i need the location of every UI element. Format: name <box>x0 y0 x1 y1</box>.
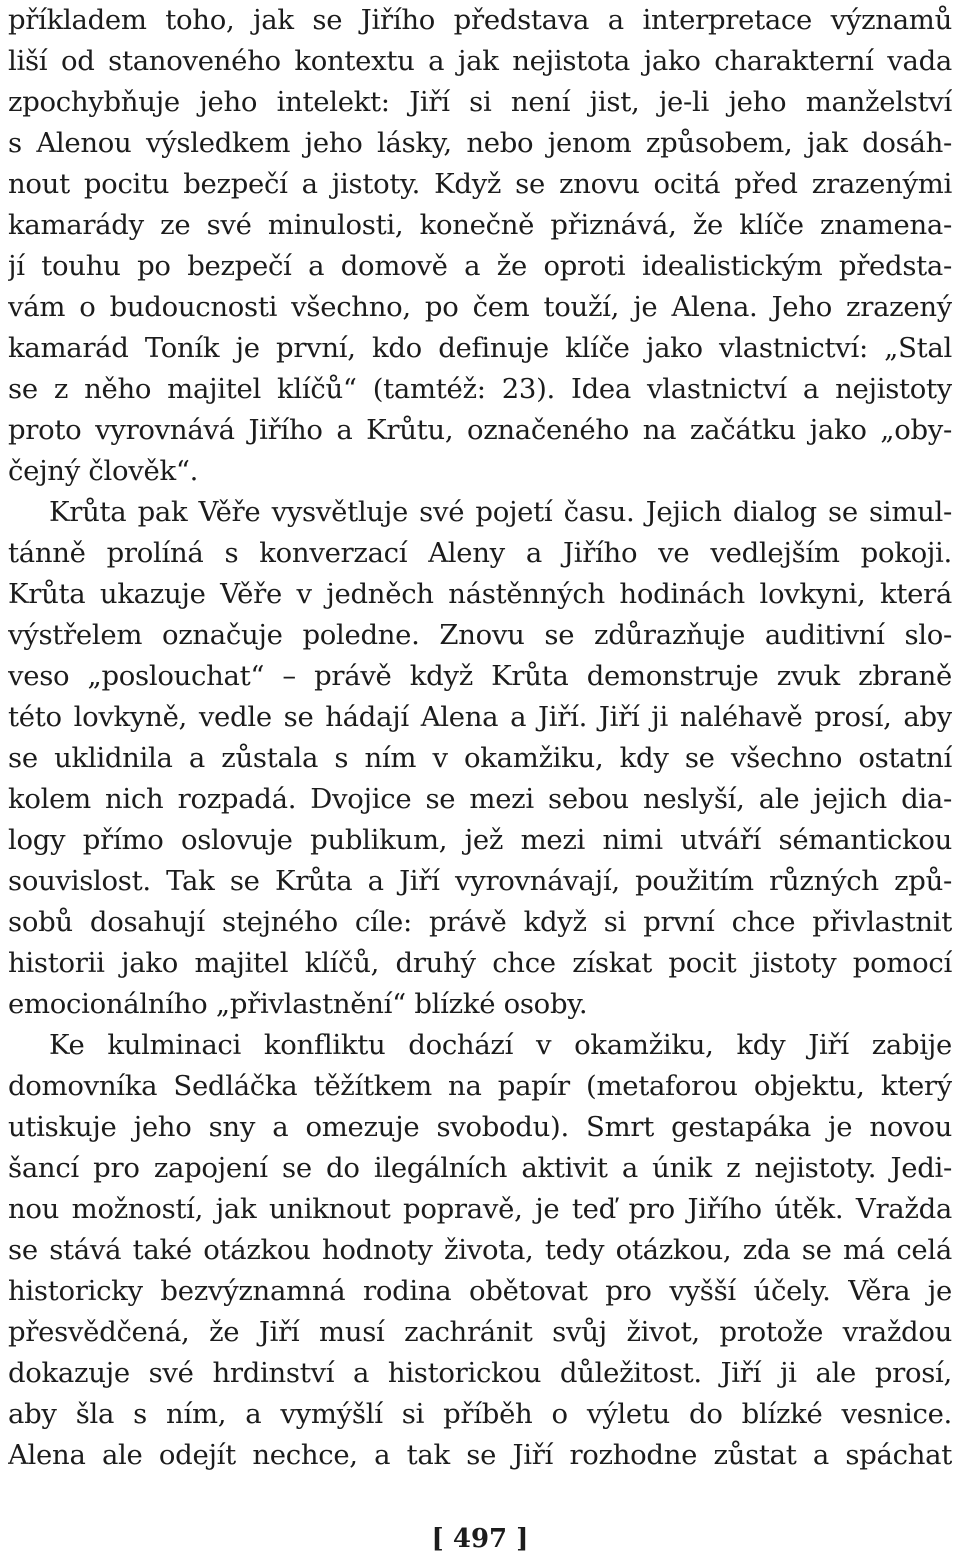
text-line: čejný člověk“. <box>8 455 199 487</box>
text-line: přesvědčená, že Jiří musí zachránit svůj život, protože vraždou <box>8 1316 952 1348</box>
text-line: souvislost. Tak se Krůta a Jiří vyrovnávají, použitím různých způ- <box>8 865 952 897</box>
text-line: vám o budoucnosti všechno, po čem touží, je Alena. Jeho zrazený <box>8 291 952 323</box>
text-line: šancí pro zapojení se do ilegálních aktivit a únik z nejistoty. Jedi- <box>8 1152 952 1184</box>
page-number: [ 497 ] <box>431 1524 529 1554</box>
text-line: jí touhu po bezpečí a domově a že oproti idealistickým předsta- <box>8 250 952 282</box>
text-line: aby šla s ním, a vymýšlí si příběh o výletu do blízké vesnice. <box>8 1398 952 1430</box>
text-line: kolem nich rozpadá. Dvojice se mezi sebou neslyší, ale jejich dia- <box>8 783 952 815</box>
text-line: kamarád Toník je první, kdo definuje klíče jako vlastnictví: „Stal <box>8 332 952 364</box>
text-line: s Alenou výsledkem jeho lásky, nebo jenom způsobem, jak dosáh- <box>8 127 952 159</box>
text-line: domovníka Sedláčka těžítkem na papír (metaforou objektu, který <box>8 1070 952 1102</box>
text-line: se z něho majitel klíčů“ (tamtéž: 23). Idea vlastnictví a nejistoty <box>8 373 952 405</box>
text-line: proto vyrovnává Jiřího a Krůtu, označeného na začátku jako „oby- <box>8 414 952 446</box>
text-line: této lovkyně, vedle se hádají Alena a Jiří. Jiří ji naléhavě prosí, aby <box>8 701 952 733</box>
text-line: emocionálního „přivlastnění“ blízké osoby. <box>8 988 588 1020</box>
text-line: Ke kulminaci konfliktu dochází v okamžiku, kdy Jiří zabije <box>49 1029 952 1061</box>
text-line: logy přímo oslovuje publikum, jež mezi nimi utváří sémantickou <box>8 824 952 856</box>
text-line: utiskuje jeho sny a omezuje svobodu). Smrt gestapáka je novou <box>8 1111 952 1143</box>
text-line: nou možností, jak uniknout popravě, je teď pro Jiřího útěk. Vražda <box>8 1193 952 1225</box>
text-line: sobů dosahují stejného cíle: právě když si první chce přivlastnit <box>8 906 952 938</box>
text-line: Alena ale odejít nechce, a tak se Jiří rozhodne zůstat a spáchat <box>8 1439 952 1471</box>
text-line: tánně prolíná s konverzací Aleny a Jiřího ve vedlejším pokoji. <box>8 537 952 569</box>
text-line: Krůta ukazuje Věře v jedněch nástěnných hodinách lovkyni, která <box>8 578 952 610</box>
text-line: kamarády ze své minulosti, konečně přiznává, že klíče znamena- <box>8 209 952 241</box>
text-line: dokazuje své hrdinství a historickou důležitost. Jiří ji ale prosí, <box>8 1357 952 1389</box>
text-line: příkladem toho, jak se Jiřího představa a interpretace významů <box>8 4 952 36</box>
document-body <box>8 0 952 1476</box>
text-line: liší od stanoveného kontextu a jak nejistota jako charakterní vada <box>8 45 952 77</box>
text-line: historicky bezvýznamná rodina obětovat pro vyšší účely. Věra je <box>8 1275 952 1307</box>
text-line: nout pocitu bezpečí a jistoty. Když se znovu ocitá před zrazenými <box>8 168 952 200</box>
text-line: výstřelem označuje poledne. Znovu se zdůrazňuje auditivní slo- <box>8 619 952 651</box>
text-line: se uklidnila a zůstala s ním v okamžiku, kdy se všechno ostatní <box>8 742 952 774</box>
text-line: veso „poslouchat“ – právě když Krůta demonstruje zvuk zbraně <box>8 660 952 692</box>
text-line: Krůta pak Věře vysvětluje své pojetí času. Jejich dialog se simul- <box>49 496 952 528</box>
text-line: historii jako majitel klíčů, druhý chce získat pocit jistoty pomocí <box>8 947 952 979</box>
text-line: zpochybňuje jeho intelekt: Jiří si není jist, je-li jeho manželství <box>8 86 952 118</box>
text-line: se stává také otázkou hodnoty života, tedy otázkou, zda se má celá <box>8 1234 952 1266</box>
